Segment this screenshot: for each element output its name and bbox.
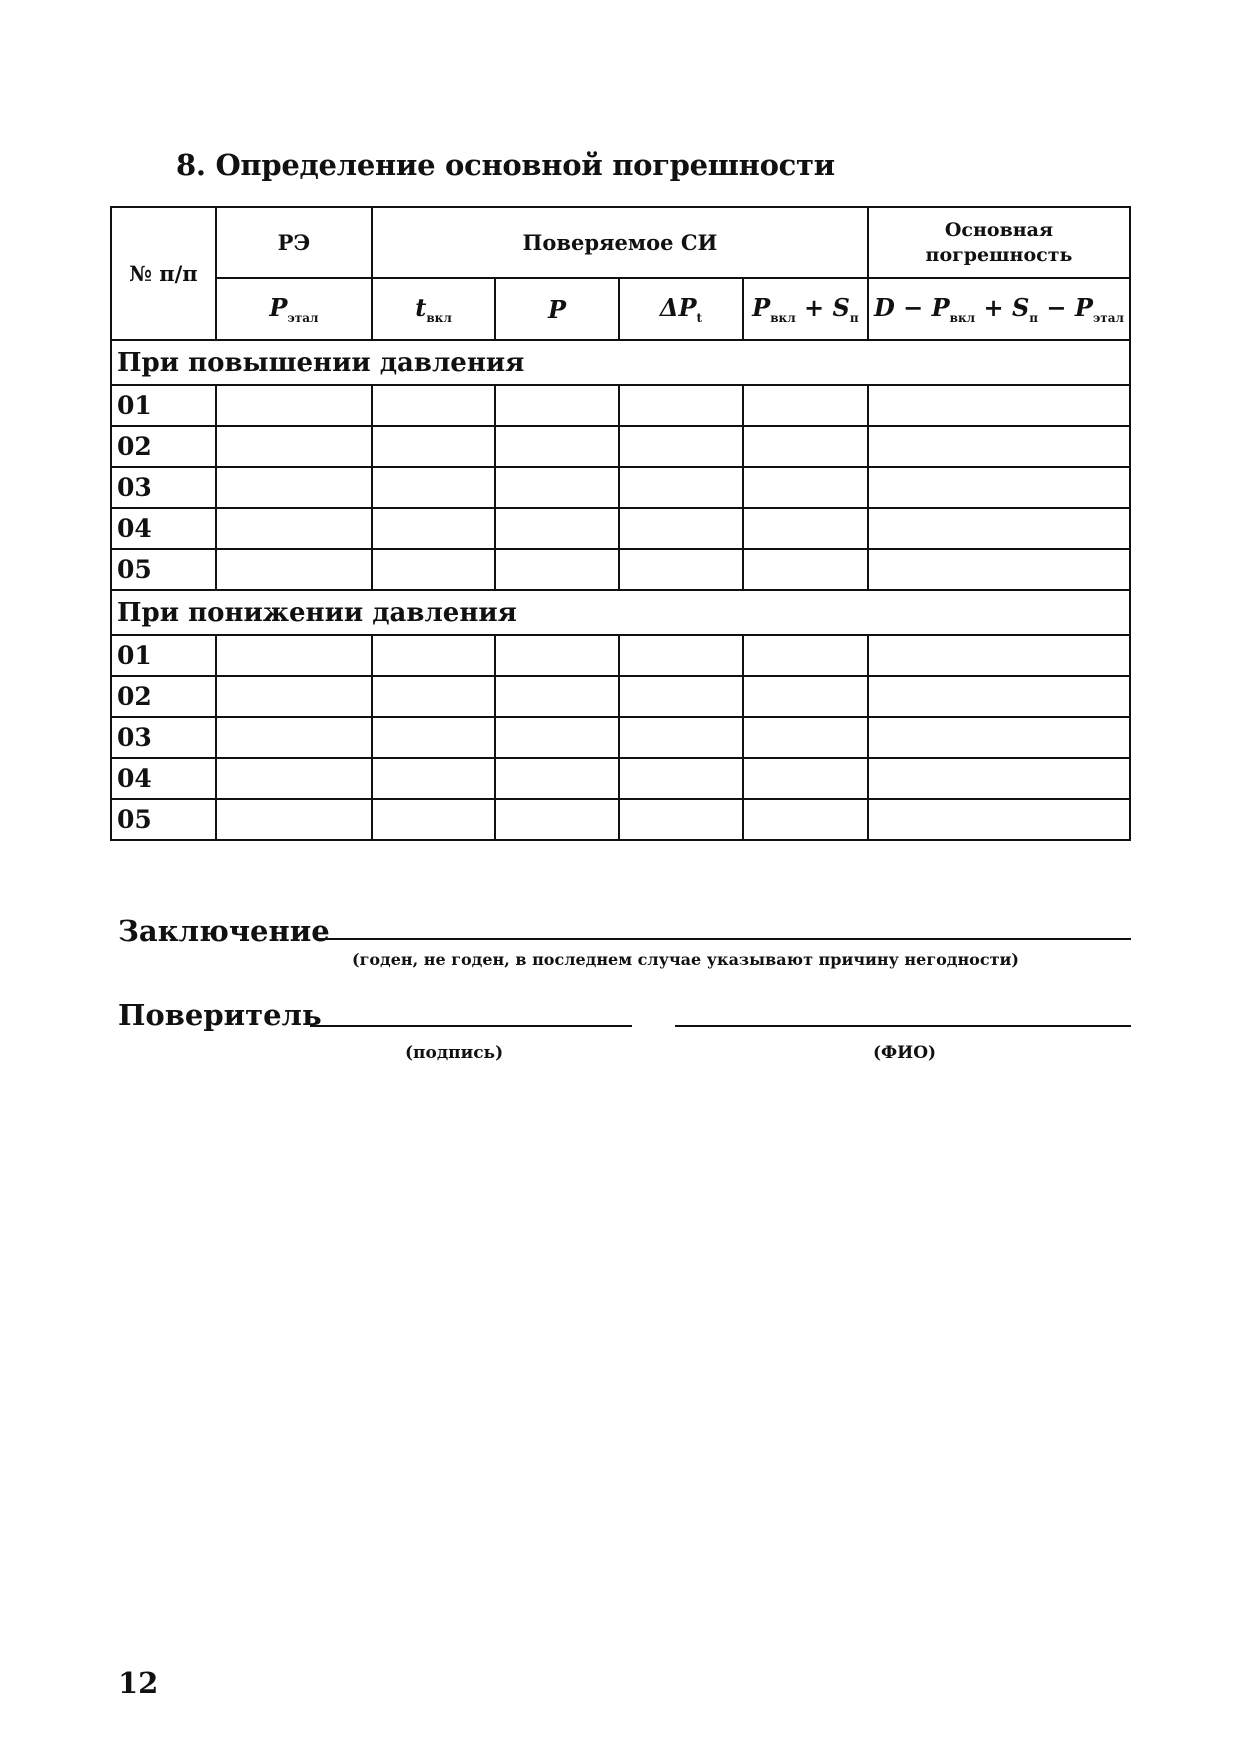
fio-hint: (ФИО) bbox=[873, 1043, 937, 1063]
table-row: 02 bbox=[111, 676, 1130, 717]
table-row: 03 bbox=[111, 717, 1130, 758]
table-row: 04 bbox=[111, 758, 1130, 799]
table-row: 05 bbox=[111, 549, 1130, 590]
header-re: РЭ bbox=[216, 207, 372, 278]
conclusion-hint: (годен, не годен, в последнем случае указывают причину негодности) bbox=[352, 950, 1019, 969]
header-si: Поверяемое СИ bbox=[372, 207, 868, 278]
table-row: 05 bbox=[111, 799, 1130, 840]
header-p-etal: $P_{этал}$ bbox=[216, 278, 372, 340]
header-num: № п/п bbox=[111, 207, 216, 340]
table-row: 01 bbox=[111, 385, 1130, 426]
section-increase: При повышении давления bbox=[111, 340, 1130, 385]
header-d-formula: $D - P_{вкл} + S_п - P_{этал}$ bbox=[868, 278, 1130, 340]
page-number: 12 bbox=[118, 1666, 159, 1700]
table-row: 02 bbox=[111, 426, 1130, 467]
table-row: 03 bbox=[111, 467, 1130, 508]
header-error: Основная погрешность bbox=[868, 207, 1130, 278]
header-delta-p: $\Delta P_t$ bbox=[619, 278, 743, 340]
conclusion-line bbox=[318, 938, 1131, 940]
fio-line bbox=[675, 1025, 1131, 1027]
header-t-vkl: $t_{вкл}$ bbox=[372, 278, 495, 340]
section-decrease: При понижении давления bbox=[111, 590, 1130, 635]
signature-line bbox=[310, 1025, 632, 1027]
header-p: P bbox=[495, 278, 619, 340]
conclusion-label: Заключение bbox=[118, 914, 330, 948]
section-title: 8. Определение основной погрешности bbox=[176, 148, 835, 182]
error-table bbox=[110, 206, 1131, 841]
verifier-label: Поверитель bbox=[118, 998, 322, 1032]
header-p-plus-s: $P_{вкл} + S_п$ bbox=[743, 278, 868, 340]
signature-hint: (подпись) bbox=[405, 1043, 504, 1063]
table-row: 04 bbox=[111, 508, 1130, 549]
table-row: 01 bbox=[111, 635, 1130, 676]
